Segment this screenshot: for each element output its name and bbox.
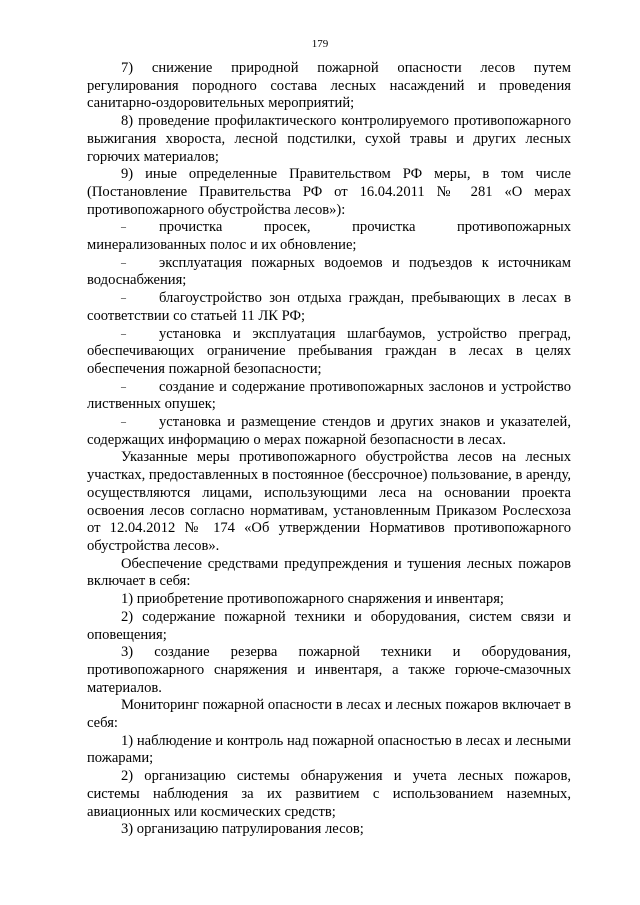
- dash-bullet: –: [121, 381, 126, 393]
- paragraph: 3) организацию патрулирования лесов;: [121, 821, 364, 838]
- bullet-text: прочистка просек, прочистка противопожарных минерализованных полос и их обновление;: [87, 219, 571, 254]
- bullet-item: [87, 379, 571, 414]
- paragraph: 9) иные определенные Правительством РФ меры, в том числе (Постановление Правительства РФ от 16.04.2011 № 281 «О мерах противопожарного обустройства лесов»):: [87, 166, 571, 218]
- document-body: [87, 60, 571, 839]
- dash-bullet: –: [121, 257, 126, 269]
- dash-bullet: –: [121, 222, 126, 234]
- bullet-text: установка и размещение стендов и других знаков и указателей, содержащих информацию о мерах пожарной безопасности в лесах.: [87, 414, 571, 448]
- paragraph: 1) приобретение противопожарного снаряжения и инвентаря;: [121, 591, 504, 608]
- dash-bullet: –: [121, 417, 126, 429]
- bullet-text: эксплуатация пожарных водоемов и подъездов к источникам водоснабжения;: [87, 254, 571, 289]
- paragraph: Указанные меры противопожарного обустройства лесов на лесных участках, предоставленных в постоянное (бессрочное) пользование, в аренду, осуществляются лицами, использующими леса на основании проекта освоения лесов согласно нормативам, установленным Приказом Рослесхоза от 12.04.2012 № 174 «Об утверждении Нормативов противопожарного обустройства лесов».: [87, 449, 571, 554]
- bullet-text: установка и эксплуатация шлагбаумов, устройство преград, обеспечивающих ограничение пребывания граждан в лесах в целях обеспечения пожарной безопасности;: [87, 325, 571, 377]
- paragraph: Обеспечение средствами предупреждения и тушения лесных пожаров включает в себя:: [87, 555, 571, 590]
- paragraph: Мониторинг пожарной опасности в лесах и лесных пожаров включает в себя:: [87, 697, 571, 732]
- bullet-item: [87, 290, 571, 325]
- bullet-item: [87, 219, 571, 254]
- dash-bullet: –: [121, 328, 126, 340]
- page-number: 179: [311, 38, 329, 50]
- bullet-text: создание и содержание противопожарных заслонов и устройство лиственных опушек;: [87, 378, 571, 413]
- paragraph: 2) содержание пожарной техники и оборудования, систем связи и оповещения;: [87, 608, 571, 643]
- bullet-text: благоустройство зон отдыха граждан, пребывающих в лесах в соответствии со статьей 11 ЛК РФ;: [87, 290, 571, 324]
- bullet-item: [87, 326, 571, 379]
- paragraph: 8) проведение профилактического контролируемого противопожарного выжигания хвороста, лесной подстилки, сухой травы и других лесных горючих материалов;: [87, 113, 571, 165]
- bullet-item: [87, 414, 571, 449]
- paragraph: 7) снижение природной пожарной опасности лесов путем регулирования породного состава лесных насаждений и проведения санитарно-оздоровительных мероприятий;: [87, 60, 571, 112]
- dash-bullet: –: [121, 293, 126, 305]
- paragraph: 2) организацию системы обнаружения и учета лесных пожаров, системы наблюдения за их развитием с использованием наземных, авиационных или космических средств;: [87, 768, 571, 820]
- paragraph: 3) создание резерва пожарной техники и оборудования, противопожарного снаряжения и инвентаря, а также горюче-смазочных материалов.: [87, 644, 571, 696]
- bullet-item: [87, 255, 571, 290]
- paragraph: 1) наблюдение и контроль над пожарной опасностью в лесах и лесными пожарами;: [87, 732, 571, 767]
